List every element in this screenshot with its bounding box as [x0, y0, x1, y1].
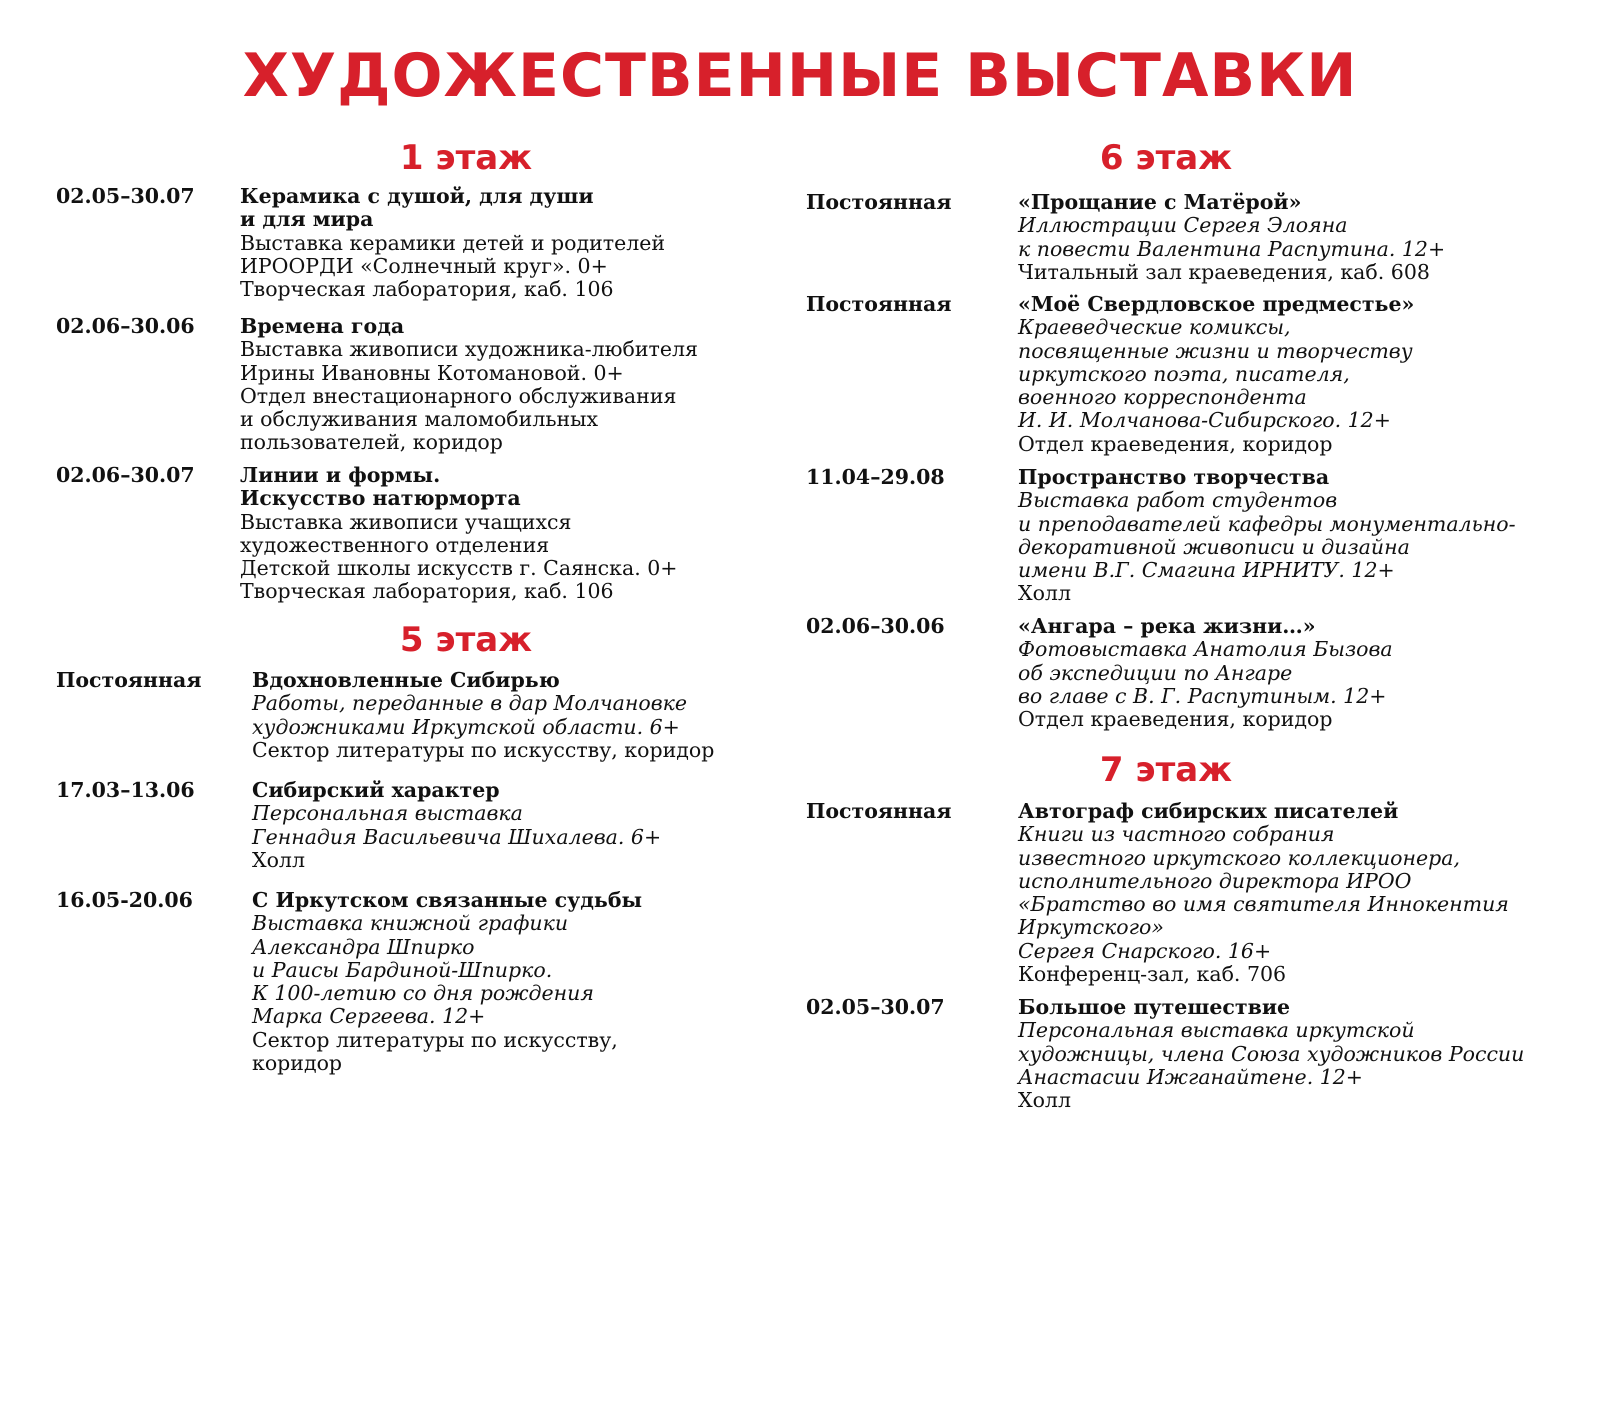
exhibition-title: Автограф сибирских писателей [1018, 799, 1399, 823]
exhibition-location: Холл [1018, 1088, 1071, 1113]
exhibition-description: Персональная выставка Геннадия Васильевича Шихалева. 6+ [252, 801, 662, 849]
exhibition-location: Отдел краеведения, коридор [1018, 707, 1333, 732]
exhibition-title: Сибирский характер [252, 778, 500, 802]
exhibition-title: «Ангара – река жизни…» [1018, 614, 1316, 638]
exhibition-date: 11.04–29.08 [806, 465, 945, 489]
floor-7-heading: 7 этаж [1099, 750, 1233, 790]
floor-6-heading: 6 этаж [1099, 138, 1233, 178]
exhibition-title: «Моё Свердловское предместье» [1018, 292, 1415, 316]
exhibition-title: Большое путешествие [1018, 995, 1291, 1019]
exhibition-title: С Иркутском связанные судьбы [252, 888, 643, 912]
page-title: ХУДОЖЕСТВЕННЫЕ ВЫСТАВКИ [242, 41, 1358, 111]
exhibition-description: Выставка работ студентов и преподавателей кафедры монументально- декоративной живописи и дизайна имени В.Г. Смагина ИРНИТУ. 12+ [1018, 488, 1516, 583]
exhibition-location: Конференц-зал, каб. 706 [1018, 962, 1287, 987]
exhibition-date: 02.05–30.07 [806, 995, 945, 1019]
exhibition-description: Работы, переданные в дар Молчановке художниками Иркутской области. 6+ [252, 691, 688, 739]
exhibition-date: Постоянная [806, 190, 952, 214]
exhibition-location: Холл [252, 847, 305, 872]
floor-1-heading: 1 этаж [399, 138, 533, 178]
floor-5-heading: 5 этаж [399, 620, 533, 660]
exhibition-title: Линии и формы. Искусство натюрморта [240, 463, 521, 511]
exhibition-description: Краеведческие комиксы, посвященные жизни и творчеству иркутского поэта, писателя, военного корреспондента И. И. Молчанова-Сибирского. 12+ [1018, 315, 1413, 433]
exhibition-description: Выставка живописи художника-любителя Ирины Ивановны Котомановой. 0+ [240, 337, 698, 385]
exhibition-date: 02.06–30.07 [56, 463, 195, 487]
exhibition-location: Сектор литературы по искусству, коридор [252, 737, 715, 762]
exhibition-description: Иллюстрации Сергея Элояна к повести Валентина Распутина. 12+ [1018, 213, 1446, 261]
exhibition-description: Выставка керамики детей и родителей ИРООРДИ «Солнечный круг». 0+ [240, 230, 666, 278]
exhibition-title: Керамика с душой, для души и для мира [240, 184, 594, 232]
exhibition-date: 02.05–30.07 [56, 184, 195, 208]
exhibition-date: 17.03–13.06 [56, 778, 195, 802]
exhibition-title: Пространство творчества [1018, 465, 1330, 489]
exhibition-description: Выставка живописи учащихся художественного отделения Детской школы искусств г. Саянска. 0+ [240, 509, 678, 581]
exhibition-date: 02.06–30.06 [806, 614, 945, 638]
exhibition-location: Холл [1018, 581, 1071, 606]
exhibition-location: Отдел внестационарного обслуживания и обслуживания маломобильных пользователей, коридор [240, 383, 677, 455]
exhibition-description: Персональная выставка иркутской художницы, члена Союза художников России Анастасии Ижганайтене. 12+ [1018, 1018, 1525, 1089]
exhibition-description: Книги из частного собрания известного иркутского коллекционера, исполнительного директора ИРОО «Братство во имя святителя Иннокентия Иркутского» Сергея Снарского. 16+ [1018, 822, 1509, 963]
exhibition-description: Выставка книжной графики Александра Шпирко и Раисы Бардиной-Шпирко. К 100-летию со дня рождения Марка Сергеева. 12+ [252, 911, 594, 1029]
exhibition-location: Творческая лаборатория, каб. 106 [240, 579, 614, 604]
exhibition-description: Фотовыставка Анатолия Бызова об экспедиции по Ангаре во главе с В. Г. Распутиным. 12+ [1018, 637, 1393, 708]
exhibition-date: Постоянная [56, 668, 202, 692]
exhibition-location: Читальный зал краеведения, каб. 608 [1018, 259, 1430, 284]
exhibition-date: 02.06–30.06 [56, 314, 195, 338]
exhibition-title: «Прощание с Матёрой» [1018, 190, 1302, 214]
exhibition-title: Времена года [240, 314, 405, 338]
exhibition-location: Творческая лаборатория, каб. 106 [240, 277, 614, 302]
exhibition-location: Отдел краеведения, коридор [1018, 431, 1333, 456]
exhibition-title: Вдохновленные Сибирью [252, 668, 560, 692]
exhibition-date: Постоянная [806, 799, 952, 823]
exhibition-date: 16.05-20.06 [56, 888, 193, 912]
exhibition-location: Сектор литературы по искусству, коридор [252, 1027, 618, 1076]
exhibition-date: Постоянная [806, 292, 952, 316]
